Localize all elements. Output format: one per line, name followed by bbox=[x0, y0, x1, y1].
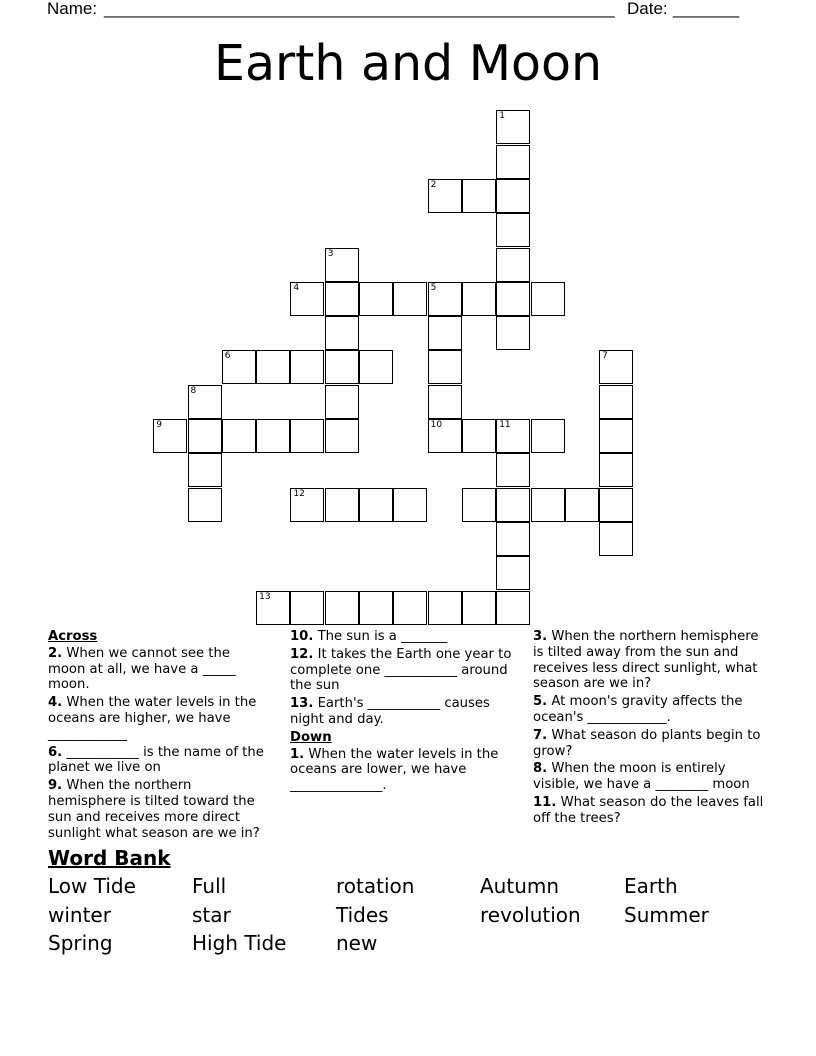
clues-column-2 bbox=[290, 629, 522, 796]
grid-cell[interactable] bbox=[325, 248, 359, 282]
grid-cell[interactable] bbox=[393, 282, 427, 316]
grid-cell[interactable] bbox=[256, 350, 290, 384]
clue-number: 2. bbox=[48, 645, 63, 661]
word-bank-word: rotation bbox=[336, 874, 415, 898]
page-title: Earth and Moon bbox=[213, 35, 603, 92]
grid-cell[interactable] bbox=[325, 350, 359, 384]
grid-cell[interactable] bbox=[462, 179, 496, 213]
grid-cell[interactable] bbox=[325, 591, 359, 625]
grid-cell[interactable] bbox=[462, 591, 496, 625]
cell-number: 5 bbox=[430, 282, 437, 293]
grid-cell[interactable] bbox=[290, 282, 324, 316]
clue-text: When we cannot see the moon at all, we have a _____ moon. bbox=[48, 645, 236, 693]
clue-number: 9. bbox=[48, 778, 63, 794]
grid-cell[interactable] bbox=[462, 488, 496, 522]
grid-cell[interactable] bbox=[359, 350, 393, 384]
clue-number: 13. bbox=[290, 696, 314, 712]
clue bbox=[290, 629, 522, 645]
clue-text: When the moon is entirely visible, we have a ________ moon bbox=[533, 761, 750, 793]
clue bbox=[533, 629, 768, 692]
grid-cell[interactable] bbox=[256, 419, 290, 453]
across-heading: Across bbox=[48, 629, 98, 644]
grid-cell[interactable] bbox=[393, 591, 427, 625]
clue-text: It takes the Earth one year to complete one ___________ around the sun bbox=[290, 646, 512, 694]
grid-cell[interactable] bbox=[222, 350, 256, 384]
grid-cell[interactable] bbox=[290, 419, 324, 453]
grid-cell[interactable] bbox=[496, 213, 530, 247]
grid-cell[interactable] bbox=[290, 591, 324, 625]
clue-text: ___________ is the name of the planet we live on bbox=[48, 744, 264, 776]
grid-cell[interactable] bbox=[531, 419, 565, 453]
word-bank-word: Spring bbox=[48, 931, 113, 955]
grid-cell[interactable] bbox=[496, 145, 530, 179]
clue-text: The sun is a _______ bbox=[317, 629, 448, 644]
clue-number: 3. bbox=[533, 629, 548, 644]
word-bank-word: winter bbox=[48, 902, 111, 927]
clue bbox=[533, 795, 768, 827]
word-bank-word: Tides bbox=[336, 902, 389, 927]
cell-number: 6 bbox=[224, 351, 231, 362]
grid-cell[interactable] bbox=[290, 488, 324, 522]
grid-cell[interactable] bbox=[359, 488, 393, 522]
grid-cell[interactable] bbox=[496, 179, 530, 213]
grid-cell[interactable] bbox=[325, 385, 359, 419]
word-bank-word: Low Tide bbox=[48, 874, 136, 898]
clue bbox=[290, 696, 522, 728]
clue-text: What season do plants begin to grow? bbox=[533, 727, 761, 759]
clue-text: At moon's gravity affects the ocean's ____________. bbox=[533, 694, 743, 725]
down-heading: Down bbox=[290, 729, 332, 745]
grid-cell[interactable] bbox=[428, 282, 462, 316]
grid-cell[interactable] bbox=[599, 522, 633, 556]
grid-cell[interactable] bbox=[428, 179, 462, 213]
grid-cell[interactable] bbox=[599, 385, 633, 419]
cell-number: 3 bbox=[327, 248, 334, 259]
grid-cell[interactable] bbox=[428, 385, 462, 419]
clues-column-1 bbox=[48, 629, 270, 843]
grid-cell[interactable] bbox=[531, 488, 565, 522]
clue-number: 12. bbox=[290, 646, 314, 662]
date-line[interactable]: _______ bbox=[673, 0, 740, 18]
grid-cell[interactable] bbox=[496, 522, 530, 556]
grid-cell[interactable] bbox=[153, 419, 187, 453]
clue-text: When the water levels in the oceans are higher, we have ____________ bbox=[48, 695, 257, 742]
clue-text: What season do the leaves fall off the trees? bbox=[533, 794, 764, 826]
cell-number: 13 bbox=[259, 591, 271, 602]
name-label: Name: bbox=[47, 0, 98, 18]
clue bbox=[533, 694, 768, 726]
clue bbox=[290, 747, 522, 794]
grid-cell[interactable] bbox=[496, 591, 530, 625]
clue bbox=[533, 728, 768, 760]
word-bank-word: High Tide bbox=[192, 931, 287, 955]
clue-number: 6. bbox=[48, 744, 63, 760]
grid-cell[interactable] bbox=[496, 282, 530, 316]
clue bbox=[290, 647, 522, 694]
grid-cell[interactable] bbox=[531, 282, 565, 316]
date-label: Date: bbox=[627, 0, 668, 18]
grid-cell[interactable] bbox=[599, 419, 633, 453]
clue bbox=[48, 745, 270, 777]
grid-cell[interactable] bbox=[599, 488, 633, 522]
grid-cell[interactable] bbox=[428, 591, 462, 625]
grid-cell[interactable] bbox=[599, 453, 633, 487]
cell-number: 10 bbox=[430, 420, 443, 430]
cell-number: 12 bbox=[293, 488, 305, 499]
grid-cell[interactable] bbox=[428, 419, 462, 453]
word-bank-title: Word Bank bbox=[48, 846, 171, 870]
clue-number: 10. bbox=[290, 629, 314, 644]
word-bank-word: Autumn bbox=[480, 874, 560, 898]
grid-cell[interactable] bbox=[393, 488, 427, 522]
grid-cell[interactable] bbox=[496, 110, 530, 144]
word-bank-word: revolution bbox=[480, 902, 581, 927]
clue-text: When the water levels in the oceans are lower, we have ______________. bbox=[290, 746, 499, 794]
word-bank-word: Full bbox=[192, 874, 227, 898]
grid-cell[interactable] bbox=[325, 488, 359, 522]
grid-cell[interactable] bbox=[462, 282, 496, 316]
grid-cell[interactable] bbox=[359, 591, 393, 625]
clue bbox=[48, 778, 270, 841]
word-bank-word: star bbox=[192, 902, 231, 927]
grid-cell[interactable] bbox=[290, 350, 324, 384]
grid-cell[interactable] bbox=[496, 419, 530, 453]
grid-cell[interactable] bbox=[188, 453, 222, 487]
grid-cell[interactable] bbox=[428, 316, 462, 350]
cell-number: 7 bbox=[602, 351, 608, 362]
word-bank-word: Earth bbox=[624, 874, 678, 898]
cell-number: 9 bbox=[156, 420, 162, 430]
clue-number: 7. bbox=[533, 727, 548, 743]
grid-cell[interactable] bbox=[325, 419, 359, 453]
grid-cell[interactable] bbox=[188, 488, 222, 522]
clue-number: 4. bbox=[48, 695, 63, 711]
clues-column-3 bbox=[533, 629, 768, 829]
name-line[interactable]: ______________________________________________________ bbox=[104, 0, 615, 18]
clue bbox=[533, 761, 768, 793]
grid-cell[interactable] bbox=[325, 282, 359, 316]
word-bank-word: new bbox=[336, 931, 378, 955]
grid-cell[interactable] bbox=[599, 350, 633, 384]
grid-cell[interactable] bbox=[496, 248, 530, 282]
grid-cell[interactable] bbox=[256, 591, 290, 625]
word-bank-word: Summer bbox=[624, 902, 709, 927]
grid-cell[interactable] bbox=[359, 282, 393, 316]
clue-text: When the northern hemisphere is tilted toward the sun and receives more direct sunlight what season are we in? bbox=[48, 778, 260, 841]
grid-cell[interactable] bbox=[188, 385, 222, 419]
clue bbox=[48, 695, 270, 742]
grid-cell[interactable] bbox=[428, 350, 462, 384]
grid-cell[interactable] bbox=[222, 419, 256, 453]
clue-number: 11. bbox=[533, 794, 557, 810]
grid-cell[interactable] bbox=[325, 316, 359, 350]
grid-cell[interactable] bbox=[496, 488, 530, 522]
grid-cell[interactable] bbox=[565, 488, 599, 522]
cell-number: 11 bbox=[499, 420, 511, 430]
grid-cell[interactable] bbox=[496, 316, 530, 350]
cell-number: 8 bbox=[190, 385, 197, 396]
clue bbox=[48, 646, 270, 693]
cell-number: 1 bbox=[499, 111, 505, 122]
clue-text: When the northern hemisphere is tilted away from the sun and receives less direct sunlight, what season are we in? bbox=[533, 629, 759, 692]
clue-number: 8. bbox=[533, 761, 548, 777]
clue-number: 5. bbox=[533, 694, 548, 710]
grid-cell[interactable] bbox=[188, 419, 222, 453]
cell-number: 2 bbox=[430, 179, 437, 190]
clue-number: 1. bbox=[290, 746, 305, 762]
clue-text: Earth's ___________ causes night and day. bbox=[290, 696, 490, 727]
grid-cell[interactable] bbox=[496, 556, 530, 590]
cell-number: 4 bbox=[293, 282, 300, 293]
grid-cell[interactable] bbox=[496, 453, 530, 487]
grid-cell[interactable] bbox=[462, 419, 496, 453]
